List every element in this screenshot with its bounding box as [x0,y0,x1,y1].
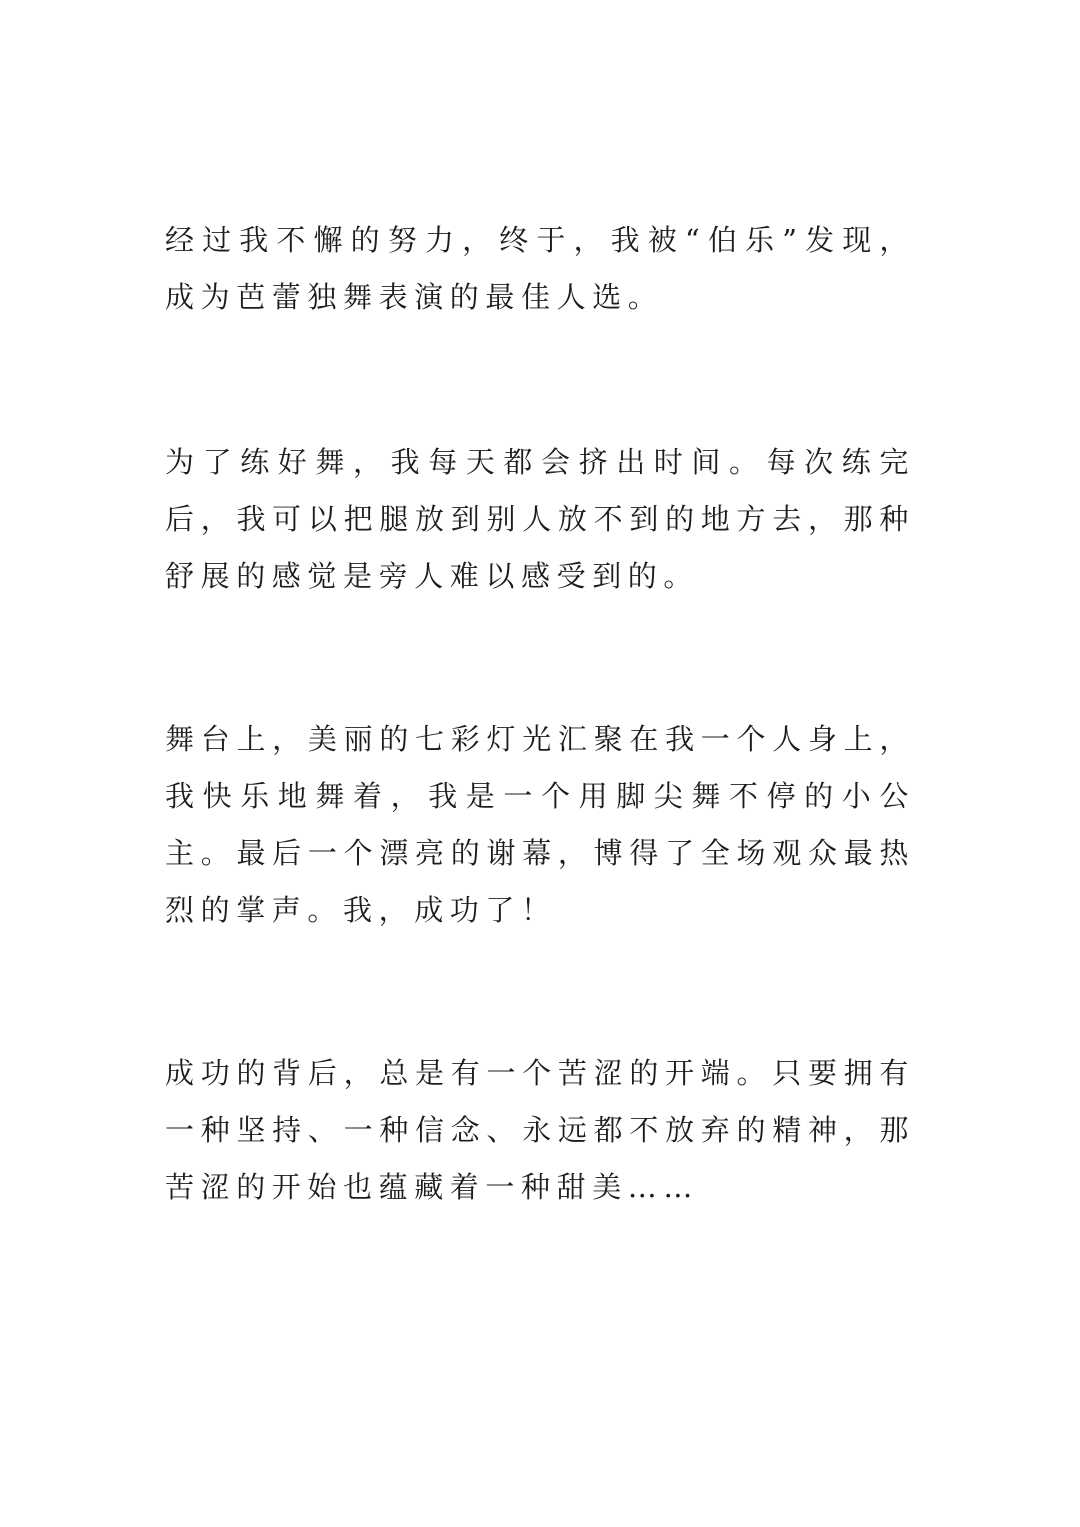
paragraph-1: 经过我不懈的努力，终于，我被“伯乐”发现，成为芭蕾独舞表演的最佳人选。 [165,223,915,314]
paragraph-3: 舞台上，美丽的七彩灯光汇聚在我一个人身上，我快乐地舞着，我是一个用脚尖舞不停的小公主。最后一个漂亮的谢幕，博得了全场观众最热烈的掌声。我，成功了！ [165,722,915,927]
paragraph-2: 为了练好舞，我每天都会挤出时间。每次练完后，我可以把腿放到别人放不到的地方去，那种舒展的感觉是旁人难以感受到的。 [165,445,915,593]
paragraph-4: 成功的背后，总是有一个苦涩的开端。只要拥有一种坚持、一种信念、永远都不放弃的精神，那苦涩的开始也蕴藏着一种甜美…… [165,1056,915,1204]
